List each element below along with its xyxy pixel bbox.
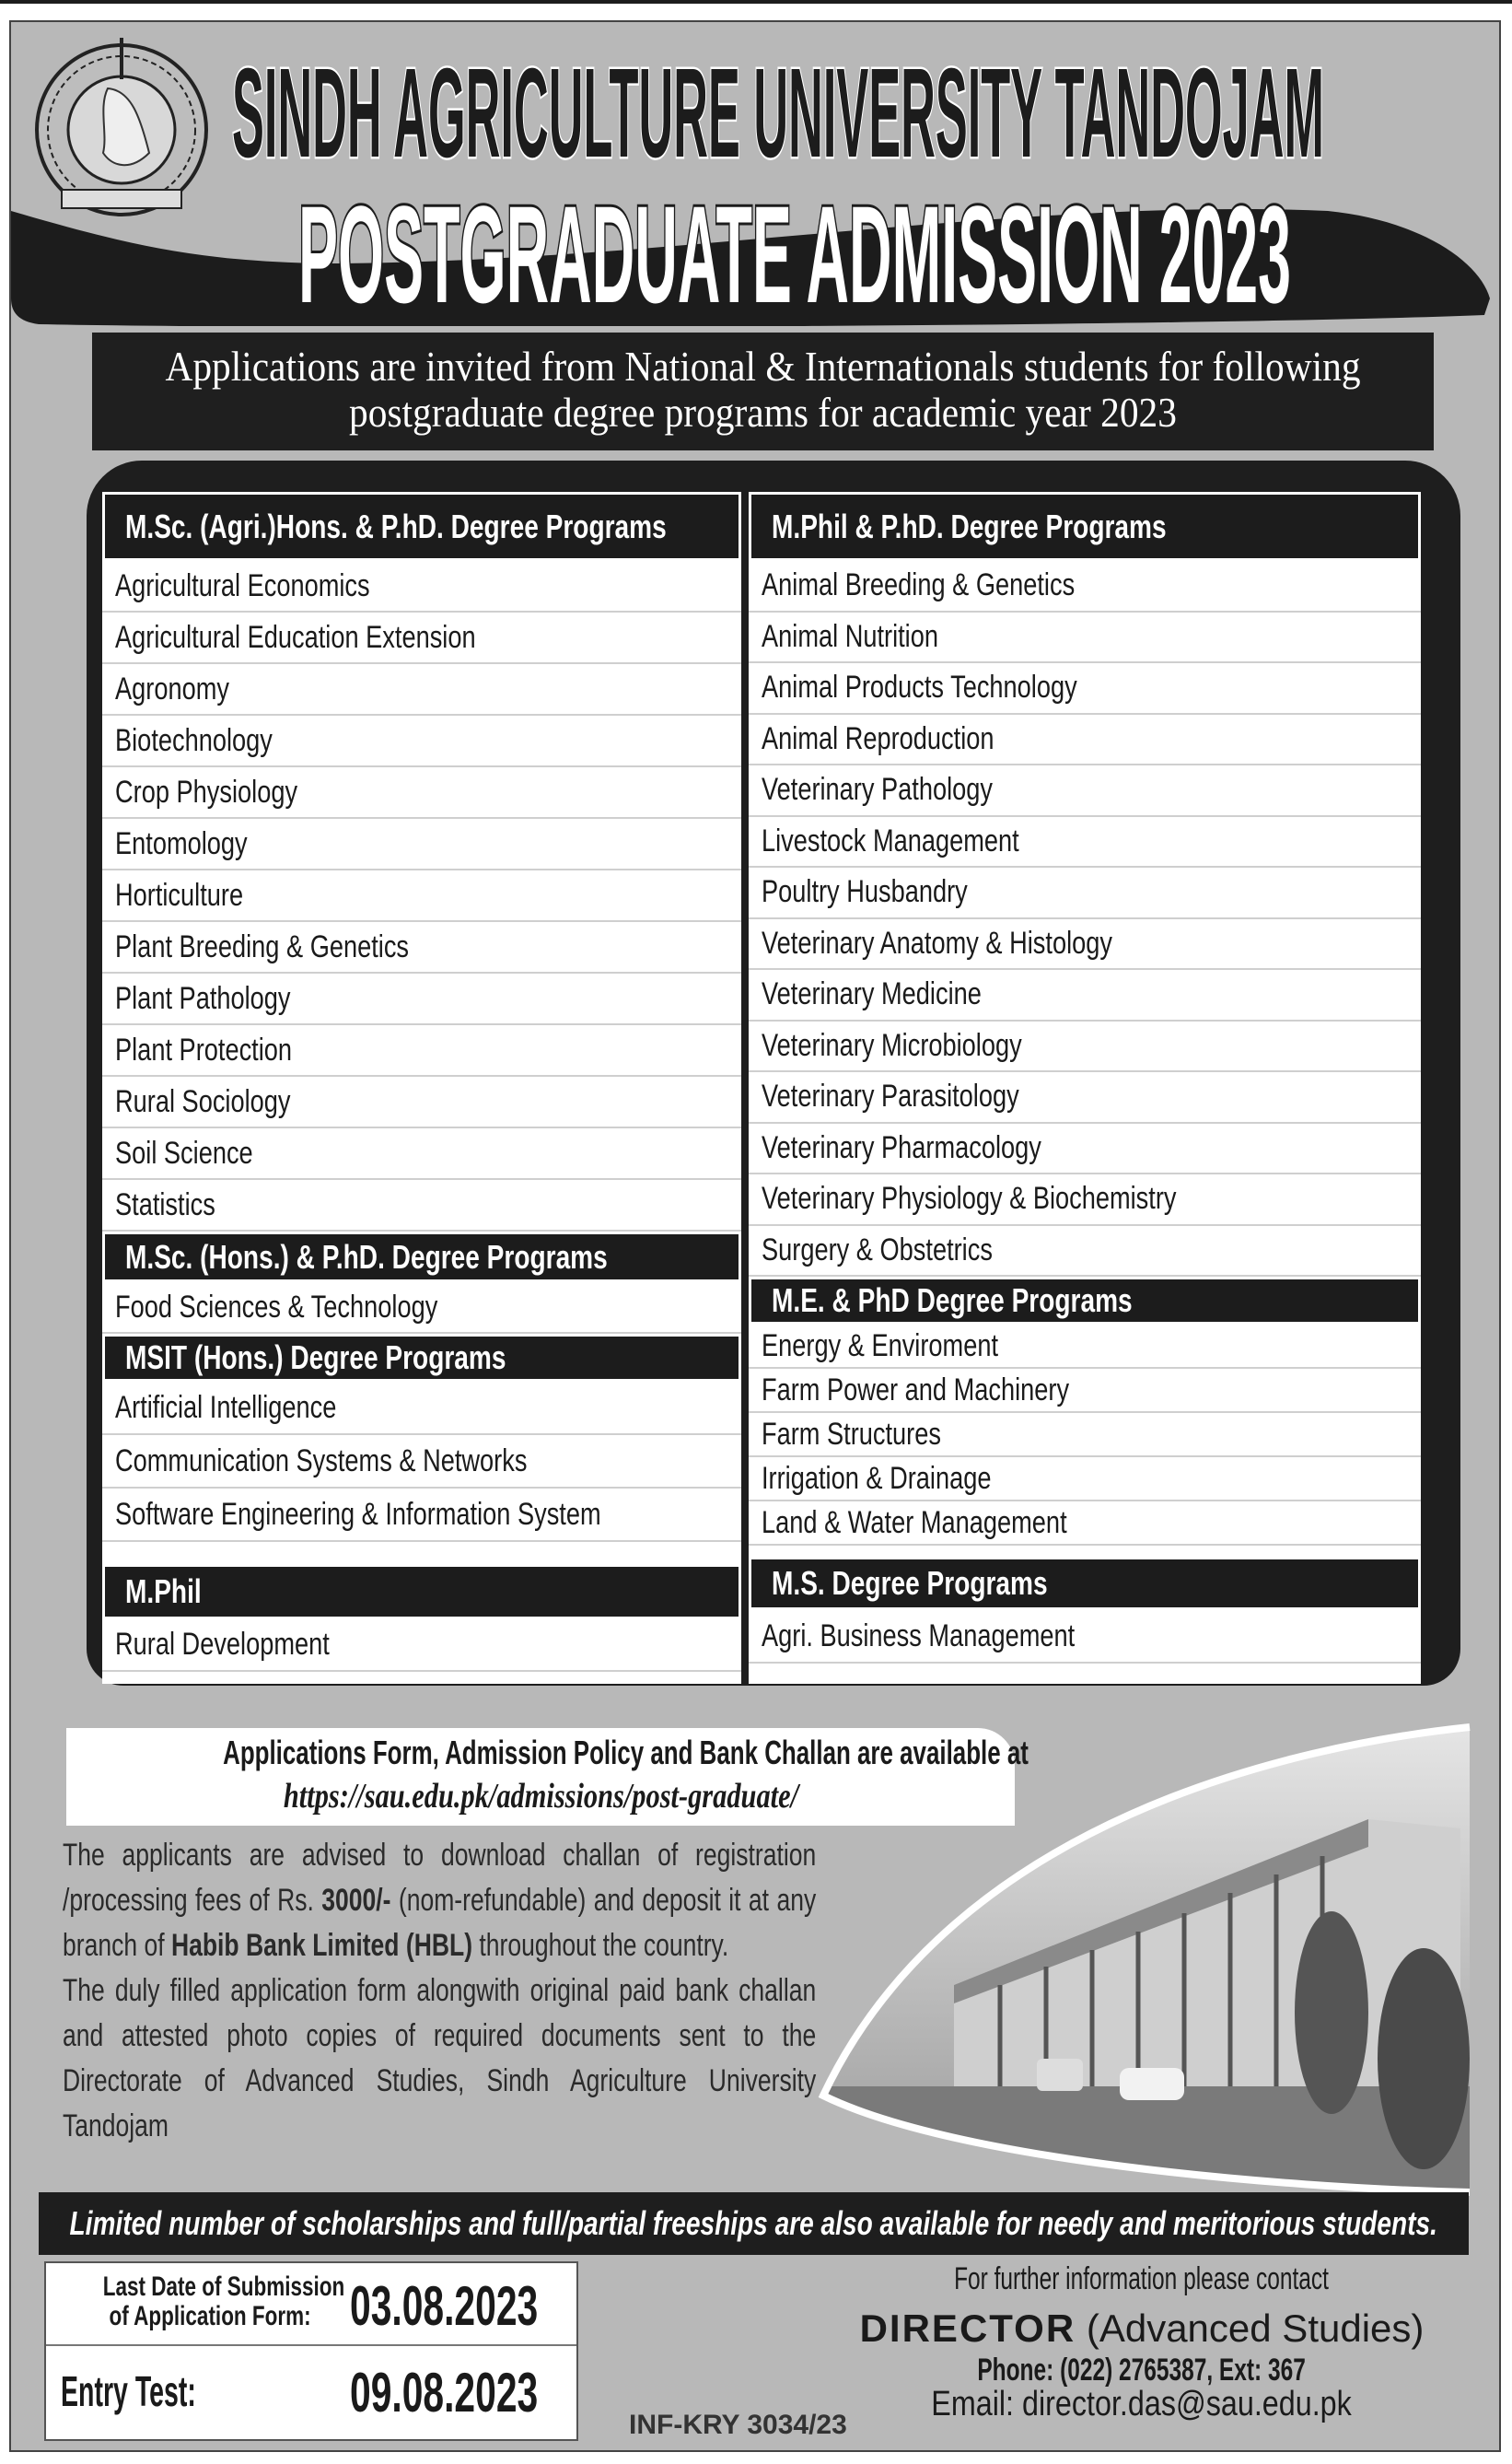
last-date-label: Last Date of Submission xyxy=(102,2271,345,2302)
program-name: Plant Pathology xyxy=(115,980,291,1016)
program-name: Surgery & Obstetrics xyxy=(762,1232,993,1267)
contact-phone: Phone: (022) 2765387, Ext: 367 xyxy=(977,2353,1307,2388)
entry-test-date: 09.08.2023 xyxy=(350,2362,539,2423)
program-item xyxy=(102,1180,741,1232)
program-group-title: M.Sc. (Hons.) & P.hD. Degree Programs xyxy=(125,1237,608,1276)
program-item xyxy=(102,974,741,1025)
program-item xyxy=(749,1413,1421,1457)
program-item xyxy=(749,1457,1421,1501)
program-name: Veterinary Pharmacology xyxy=(762,1129,1041,1165)
program-name: Soil Science xyxy=(115,1135,253,1171)
bank-name: Habib Bank Limited (HBL) xyxy=(170,1928,473,1963)
program-group-header xyxy=(749,1277,1421,1325)
fee-amount: 3000/- xyxy=(321,1883,391,1918)
important-dates xyxy=(44,2261,578,2441)
program-name: Agronomy xyxy=(115,671,229,707)
program-name: Animal Breeding & Genetics xyxy=(762,567,1076,603)
programs-table xyxy=(87,461,1460,1686)
program-name: Agri. Business Management xyxy=(762,1617,1076,1653)
program-group-title: MSIT (Hons.) Degree Programs xyxy=(125,1338,506,1376)
contact-email[interactable]: Email: director.das@sau.edu.pk xyxy=(931,2385,1353,2423)
program-name: Farm Power and Machinery xyxy=(762,1372,1070,1407)
program-item xyxy=(749,1124,1421,1175)
program-item xyxy=(102,1128,741,1180)
university-name: SINDH AGRICULTURE UNIVERSITY TANDOJAM xyxy=(232,48,1324,184)
intro-line-1: Applications are invited from National & Internationals students for following xyxy=(165,343,1361,390)
university-logo xyxy=(20,33,232,217)
program-item xyxy=(749,817,1421,869)
program-item xyxy=(102,561,741,613)
program-name: Communication Systems & Networks xyxy=(115,1442,528,1478)
program-group-title: M.S. Degree Programs xyxy=(772,1564,1048,1602)
fee-text: The applicants are advised to download challan of registration /processing fees of Rs. xyxy=(63,1838,817,1918)
program-name: Rural Sociology xyxy=(115,1083,291,1119)
programs-left-column xyxy=(102,492,741,1684)
intro-banner xyxy=(92,333,1434,450)
contact-dept: (Advanced Studies) xyxy=(1086,2306,1425,2350)
program-name: Horticulture xyxy=(115,877,244,913)
program-name: Veterinary Parasitology xyxy=(762,1079,1019,1115)
admissions-url-link[interactable]: https://sau.edu.pk/admissions/post-graduate/ xyxy=(283,1777,798,1816)
last-date-value: 03.08.2023 xyxy=(350,2275,539,2337)
program-item xyxy=(102,664,741,716)
program-name: Land & Water Management xyxy=(762,1504,1067,1540)
program-name: Energy & Enviroment xyxy=(762,1327,999,1363)
program-item xyxy=(749,1610,1421,1664)
programs-right-column xyxy=(749,492,1421,1684)
program-name: Agricultural Education Extension xyxy=(115,619,476,655)
program-item xyxy=(102,819,741,870)
program-item xyxy=(102,1077,741,1128)
program-item xyxy=(749,970,1421,1022)
last-date-label-2: of Application Form: xyxy=(109,2301,311,2331)
program-item xyxy=(102,613,741,664)
scholarship-text: Limited number of scholarships and full/partial freeships are also available for needy and meritorious students. xyxy=(69,2204,1438,2242)
dates-divider xyxy=(46,2344,576,2346)
program-name: Biotechnology xyxy=(115,722,273,758)
intro-line-2: postgraduate degree programs for academic year 2023 xyxy=(349,389,1177,436)
program-item xyxy=(749,1174,1421,1226)
program-item xyxy=(102,767,741,819)
program-name: Veterinary Pathology xyxy=(762,772,994,808)
entry-test-label: Entry Test: xyxy=(61,2367,196,2415)
availability-box xyxy=(66,1728,1029,1826)
program-item xyxy=(749,663,1421,715)
program-item xyxy=(749,1022,1421,1073)
program-item xyxy=(102,870,741,922)
top-rule xyxy=(0,0,1512,4)
program-item xyxy=(102,1282,741,1334)
program-name: Statistics xyxy=(115,1186,215,1222)
program-item xyxy=(102,1025,741,1077)
program-name: Crop Physiology xyxy=(115,774,298,810)
program-group-title: M.E. & PhD Degree Programs xyxy=(772,1281,1133,1319)
admission-title: POSTGRADUATE ADMISSION 2023 xyxy=(298,177,1291,315)
program-name: Farm Structures xyxy=(762,1416,941,1452)
program-name: Plant Protection xyxy=(115,1032,293,1068)
program-item xyxy=(749,765,1421,817)
program-item xyxy=(102,1619,741,1672)
program-item xyxy=(749,919,1421,971)
program-item xyxy=(749,868,1421,919)
program-item xyxy=(749,1226,1421,1278)
program-name: Animal Nutrition xyxy=(762,618,938,654)
fee-text-2: (nom-refundable) and deposit it at any branch of xyxy=(63,1883,817,1963)
program-name: Software Engineering & Information System xyxy=(115,1496,601,1532)
instructions xyxy=(63,1833,816,2149)
program-group-header xyxy=(749,1557,1421,1610)
program-item xyxy=(749,1072,1421,1124)
program-item xyxy=(749,1369,1421,1413)
program-name: Veterinary Medicine xyxy=(762,976,982,1012)
program-name: Food Sciences & Technology xyxy=(115,1289,438,1325)
program-name: Livestock Management xyxy=(762,823,1019,858)
program-group-header xyxy=(749,492,1421,561)
program-group-title: M.Sc. (Agri.)Hons. & P.hD. Degree Programs xyxy=(125,507,667,545)
header-titles xyxy=(228,48,1333,315)
program-name: Artificial Intelligence xyxy=(115,1389,337,1425)
program-name: Entomology xyxy=(115,825,248,861)
submission-instructions: The duly filled application form alongwith original paid bank challan and attested photo copies of required documents sent to the Directorate of Advanced Studies, Sindh Agriculture University Tandojam xyxy=(63,1973,817,2143)
program-group-title: M.Phil & P.hD. Degree Programs xyxy=(772,507,1167,545)
program-name: Plant Breeding & Genetics xyxy=(115,928,410,964)
program-item xyxy=(102,1489,741,1542)
program-name: Veterinary Anatomy & Histology xyxy=(762,925,1112,961)
contact-title: DIRECTOR xyxy=(859,2306,1076,2350)
fee-instructions xyxy=(63,1833,816,1968)
program-name: Animal Reproduction xyxy=(762,720,994,756)
program-group-header xyxy=(102,1232,741,1282)
contact-info xyxy=(829,2261,1455,2424)
availability-text: Applications Form, Admission Policy and Bank Challan are available at xyxy=(223,1734,1029,1771)
program-item xyxy=(749,715,1421,766)
scholarship-banner xyxy=(39,2192,1469,2255)
program-name: Veterinary Physiology & Biochemistry xyxy=(762,1181,1177,1217)
program-item xyxy=(102,1382,741,1435)
program-item xyxy=(749,561,1421,613)
program-name: Rural Development xyxy=(115,1627,330,1662)
program-group-header xyxy=(102,492,741,561)
fee-text-3: throughout the country. xyxy=(472,1928,729,1963)
program-item xyxy=(749,1501,1421,1546)
reference-number: INF-KRY 3034/23 xyxy=(629,2410,847,2440)
program-item xyxy=(749,1325,1421,1369)
program-item xyxy=(102,922,741,974)
program-name: Veterinary Microbiology xyxy=(762,1027,1022,1063)
program-item xyxy=(749,613,1421,664)
program-name: Irrigation & Drainage xyxy=(762,1460,992,1496)
program-group-header xyxy=(102,1334,741,1382)
program-group-title: M.Phil xyxy=(125,1572,202,1610)
program-item xyxy=(102,716,741,767)
program-name: Poultry Husbandry xyxy=(762,874,968,910)
program-name: Agricultural Economics xyxy=(115,567,370,603)
contact-intro: For further information please contact xyxy=(954,2261,1330,2296)
program-name: Animal Products Technology xyxy=(762,670,1077,706)
program-item xyxy=(102,1435,741,1489)
program-group-header xyxy=(102,1564,741,1619)
